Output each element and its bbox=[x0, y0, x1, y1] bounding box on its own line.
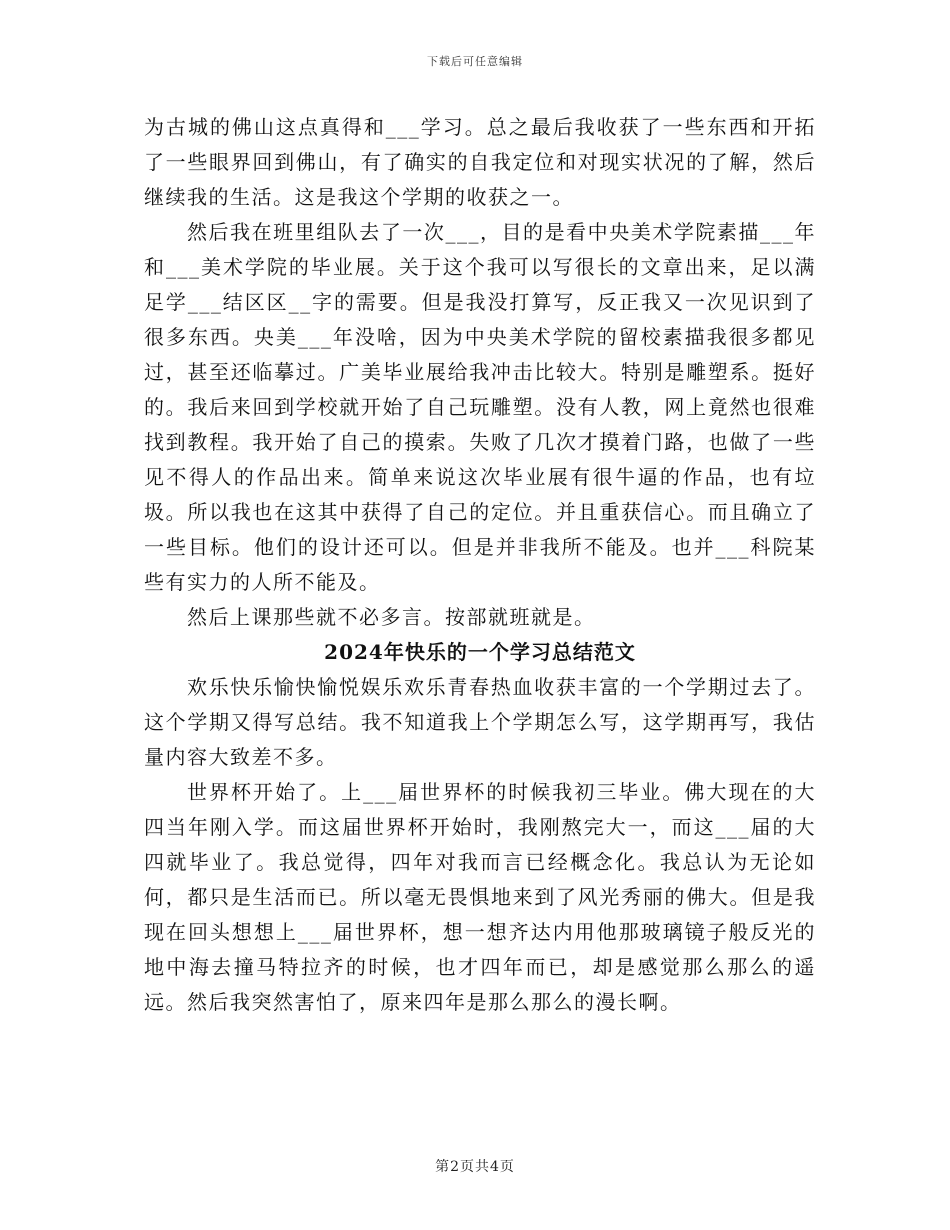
page-number: 第2页共4页 bbox=[435, 1159, 515, 1175]
page-header-note: 下载后可任意编辑 bbox=[427, 55, 523, 68]
section-title: 2024年快乐的一个学习总结范文 bbox=[324, 640, 636, 664]
paragraph-exhibition: 然后我在班里组队去了一次___，目的是看中央美术学院素描___年和___美术学院的毕业展。关于这个我可以写很长的文章出来，足以满足学___结区区__字的需要。但是我没打算写，反正我又一次见识到了很多东西。央美___年没啥，因为中央美术学院的留校素描我很多都见过，甚至还临摹过。广美毕业展给我冲击比较大。特别是雕塑系。挺好的。我后来回到学校就开始了自己玩雕塑。没有人教，网上竟然也很难找到教程。我开始了自己的摸索。失败了几次才摸着门路，也做了一些见不得人的作品出来。简单来说这次毕业展有很牛逼的作品，也有垃圾。所以我也在这其中获得了自己的定位。并且重获信心。而且确立了一些目标。他们的设计还可以。但是并非我所不能及。也并___科院某些有实力的人所不能及。 bbox=[144, 220, 816, 594]
paragraph-world-cup: 世界杯开始了。上___届世界杯的时候我初三毕业。佛大现在的大四当年刚入学。而这届世界杯开始时，我刚熬完大一，而这___届的大四就毕业了。我总觉得，四年对我而言已经概念化。我总认为无论如何，都只是生活而已。所以毫无畏惧地来到了风光秀丽的佛大。但是我现在回头想想上___届世界杯，想一想齐达内用他那玻璃镜子般反光的地中海去撞马特拉齐的时候，也才四年而已，却是感觉那么那么的遥远。然后我突然害怕了，原来四年是那么那么的漫长啊。 bbox=[144, 780, 816, 1014]
document-body bbox=[144, 110, 816, 1020]
paragraph-continuation: 为古城的佛山这点真得和___学习。总之最后我收获了一些东西和开拓了一些眼界回到佛山，有了确实的自我定位和对现实状况的了解，然后继续我的生活。这是我这个学期的收获之一。 bbox=[144, 115, 816, 209]
paragraph-classes: 然后上课那些就不必多言。按部就班就是。 bbox=[187, 605, 596, 629]
paragraph-intro: 欢乐快乐愉快愉悦娱乐欢乐青春热血收获丰富的一个学期过去了。这个学期又得写总结。我不知道我上个学期怎么写，这学期再写，我估量内容大致差不多。 bbox=[144, 675, 816, 769]
